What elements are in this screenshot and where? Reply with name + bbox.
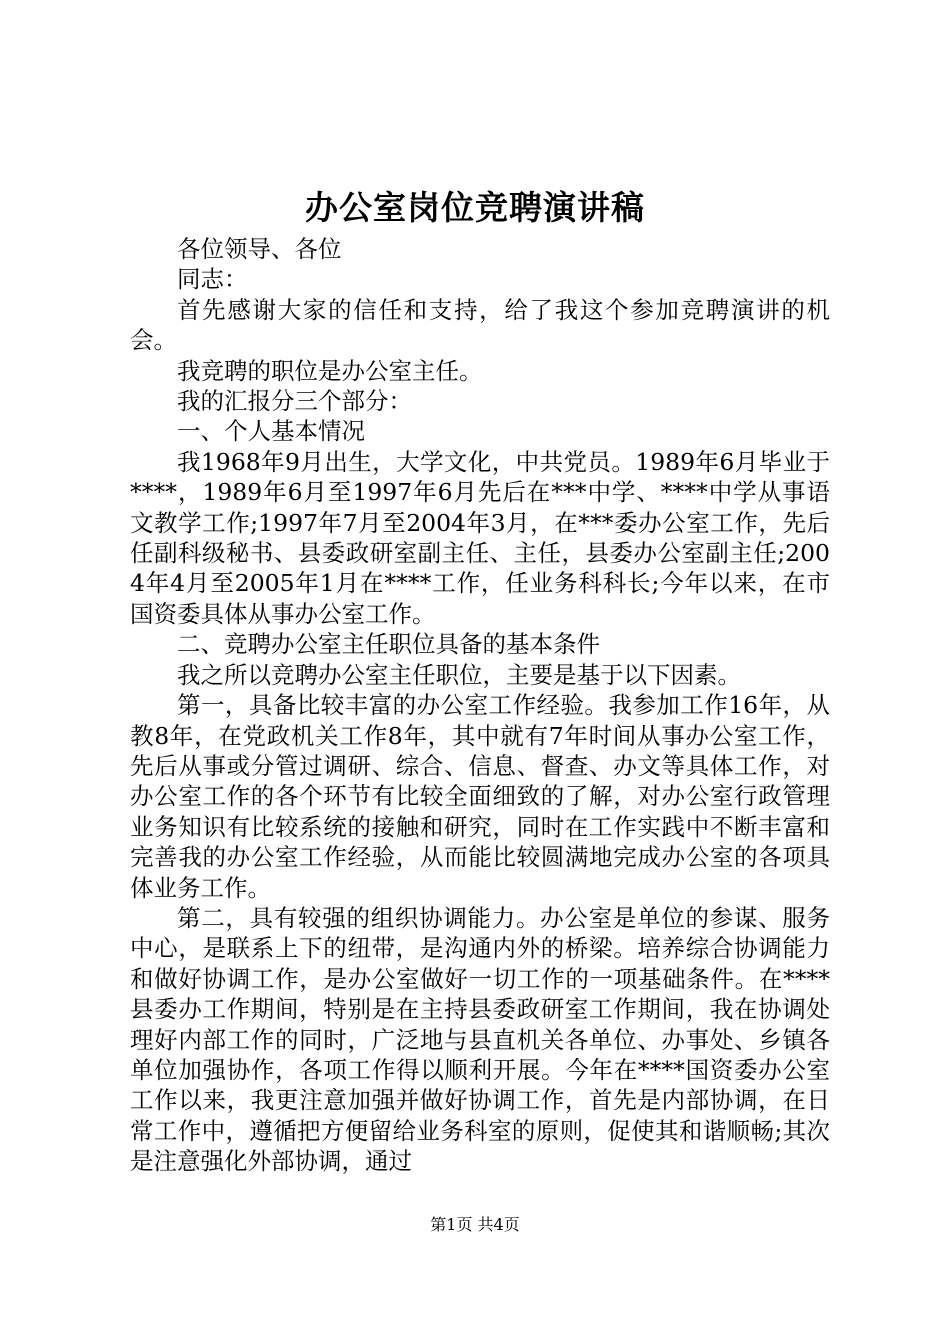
paragraph-point-1: 第一，具备比较丰富的办公室工作经验。我参加工作16年，从教8年，在党政机关工作8年，其中就有7年时间从事办公室工作，先后从事或分管过调研、综合、信息、督查、办文等具体工作，对办公室工作的各个环节有比较全面细致的了解，对办公室行政管理业务知识有比较系统的接触和研究，同时在工作实践中不断丰富和完善我的办公室工作经验，从而能比较圆满地完成办公室的各项具体业务工作。 [130,691,830,902]
paragraph-background: 我1968年9月出生，大学文化，中共党员。1989年6月毕业于****，1989年6月至1997年6月先后在***中学、****中学从事语文教学工作;1997年7月至2004年3月，在***委办公室工作，先后任副科级秘书、县委政研室副主任、主任，县委办公室副主任;2004年4月至2005年1月在****工作，任业务科科长;今年以来，在市国资委具体从事办公室工作。 [130,447,830,628]
paragraph-greeting: 各位领导、各位 [177,235,342,263]
paragraph-greeting-cont: 同志： [177,265,248,294]
section-heading-1: 一、个人基本情况 [177,417,365,446]
document-body [130,234,830,1177]
paragraph-position: 我竞聘的职位是办公室主任。 [177,356,483,385]
section-heading-2: 二、竞聘办公室主任职位具备的基本条件 [177,630,600,659]
paragraph-point-2: 第二，具有较强的组织协调能力。办公室是单位的参谋、服务中心，是联系上下的纽带，是沟通内外的桥梁。培养综合协调能力和做好协调工作，是办公室做好一切工作的一项基础条件。在****县委办工作期间，特别是在主持县委政研室工作期间，我在协调处理好内部工作的同时，广泛地与县直机关各单位、办事处、乡镇各单位加强协作，各项工作得以顺利开展。今年在****国资委办公室工作以来，我更注意加强并做好协调工作，首先是内部协调，在日常工作中，遵循把方便留给业务科室的原则，促使其和谐顺畅;其次是注意强化外部协调，通过 [130,903,830,1176]
document-title: 办公室岗位竞聘演讲稿 [305,188,645,227]
paragraph-outline: 我的汇报分三个部分： [177,387,412,416]
page-footer: 第1页 共4页 [430,1215,520,1234]
paragraph-thanks: 首先感谢大家的信任和支持，给了我这个参加竞聘演讲的机会。 [130,295,830,355]
paragraph-reasons: 我之所以竞聘办公室主任职位，主要是基于以下因素。 [177,660,741,689]
